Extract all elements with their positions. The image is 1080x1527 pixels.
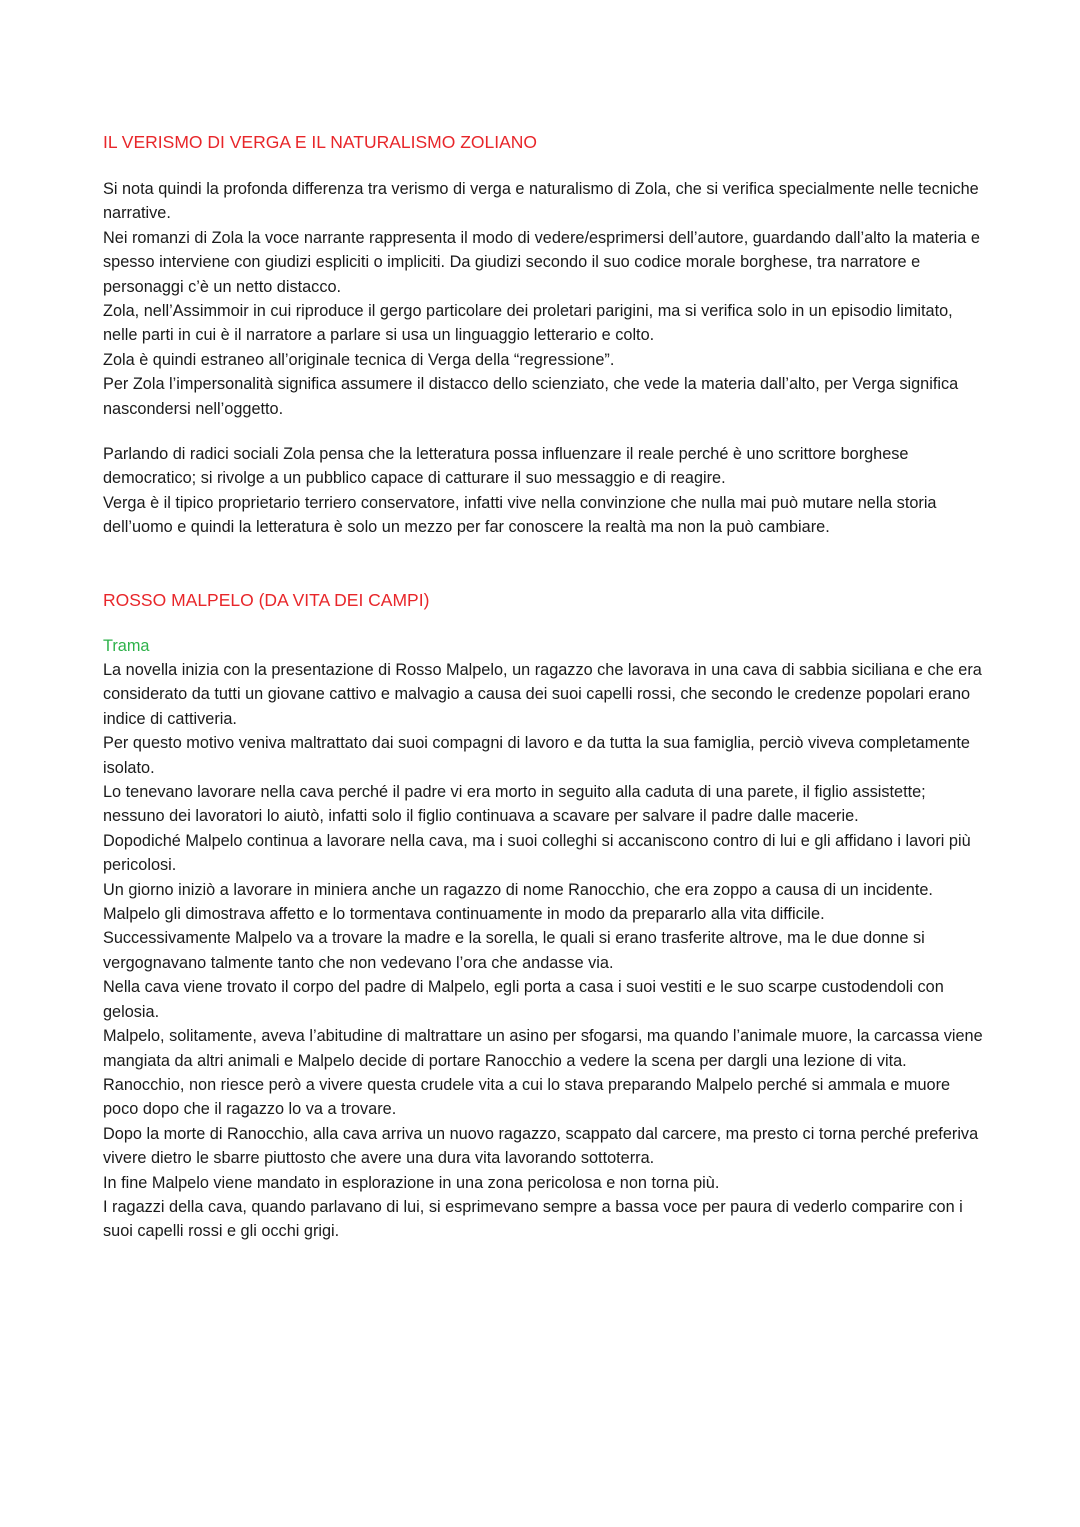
- paragraph: Zola è quindi estraneo all’originale tecnica di Verga della “regressione”.: [103, 350, 615, 369]
- paragraph: Zola, nell’Assimmoir in cui riproduce il gergo particolare dei proletari parigini, ma si verifica solo in un episodio limitato, nelle parti in cui è il narratore a parlare si usa un linguaggio letterario e colto.: [103, 302, 953, 345]
- paragraph: Malpelo, solitamente, aveva l’abitudine di maltrattare un asino per sfogarsi, ma quando l’animale muore, la carcassa viene mangiata da altri animali e Malpelo decide di portare Ranocchio a vedere la scena per dargli una lezione di vita.: [103, 1027, 983, 1070]
- paragraph: In fine Malpelo viene mandato in esplorazione in una zona pericolosa e non torna più.: [103, 1173, 720, 1192]
- paragraph: Lo tenevano lavorare nella cava perché il padre vi era morto in seguito alla caduta di una parete, il figlio assistette; nessuno dei lavoratori lo aiutò, infatti solo il figlio continuava a scavare per salvare il padre dalle macerie.: [103, 783, 926, 826]
- paragraph: Successivamente Malpelo va a trovare la madre e la sorella, le quali si erano trasferite altrove, ma le due donne si vergognavano talmente tanto che non vedevano l’ora che andasse via.: [103, 929, 925, 972]
- section-verismo-body: [103, 177, 983, 421]
- section-malpelo-body: [103, 658, 983, 1244]
- paragraph: Si nota quindi la profonda differenza tra verismo di verga e naturalismo di Zola, che si verifica specialmente nelle tecniche narrative.: [103, 180, 979, 223]
- section-verismo-body-2: [103, 442, 983, 540]
- paragraph: Un giorno iniziò a lavorare in miniera anche un ragazzo di nome Ranocchio, che era zoppo a causa di un incidente. Malpelo gli dimostrava affetto e lo tormentava continuamente in modo da prepararlo alla vita difficile.: [103, 880, 933, 924]
- paragraph: La novella inizia con la presentazione di Rosso Malpelo, un ragazzo che lavorava in una cava di sabbia siciliana e che era considerato da tutti un giovane cattivo e malvagio a causa dei suoi capelli rossi, che secondo le credenze popolari erano indice di cattiveria.: [103, 661, 982, 728]
- paragraph: Nei romanzi di Zola la voce narrante rappresenta il modo di vedere/esprimersi dell’autore, guardando dall’alto la materia e spesso interviene con giudizi espliciti o impliciti. Da giudizi secondo il suo codice morale borghese, tra narratore e personaggi c’è un netto distacco.: [103, 228, 980, 296]
- subheading-trama: Trama: [103, 637, 150, 655]
- paragraph: Dopodiché Malpelo continua a lavorare nella cava, ma i suoi colleghi si accaniscono contro di lui e gli affidano i lavori più pericolosi.: [103, 831, 971, 875]
- paragraph: I ragazzi della cava, quando parlavano di lui, si esprimevano sempre a bassa voce per paura di vederlo comparire con i suoi capelli rossi e gli occhi grigi.: [103, 1197, 963, 1241]
- paragraph: Dopo la morte di Ranocchio, alla cava arriva un nuovo ragazzo, scappato dal carcere, ma presto ci torna perché preferiva vivere dietro le sbarre piuttosto che avere una dura vita lavorando sottoterra.: [103, 1124, 979, 1168]
- section-heading-verismo: IL VERISMO DI VERGA E IL NATURALISMO ZOLIANO: [103, 132, 538, 152]
- paragraph: Parlando di radici sociali Zola pensa che la letteratura possa influenzare il reale perché è uno scrittore borghese democratico; si rivolge a un pubblico capace di catturare il suo messaggio e di reagire.: [103, 445, 909, 488]
- paragraph: Ranocchio, non riesce però a vivere questa crudele vita a cui lo stava preparando Malpelo perché si ammala e muore poco dopo che il ragazzo lo va a trovare.: [103, 1075, 951, 1119]
- paragraph: Per questo motivo veniva maltrattato dai suoi compagni di lavoro e da tutta la sua famiglia, perciò viveva completamente isolato.: [103, 734, 970, 777]
- paragraph: Verga è il tipico proprietario terriero conservatore, infatti vive nella convinzione che nulla mai può mutare nella storia dell’uomo e quindi la letteratura è solo un mezzo per far conoscere la realtà ma non la può cambiare.: [103, 493, 937, 537]
- paragraph: Per Zola l’impersonalità significa assumere il distacco dello scienziato, che vede la materia dall’alto, per Verga significa nascondersi nell’oggetto.: [103, 375, 959, 418]
- paragraph: Nella cava viene trovato il corpo del padre di Malpelo, egli porta a casa i suoi vestiti e le suo scarpe custodendoli con gelosia.: [103, 978, 944, 1021]
- section-heading-malpelo: ROSSO MALPELO (DA VITA DEI CAMPI): [103, 590, 430, 610]
